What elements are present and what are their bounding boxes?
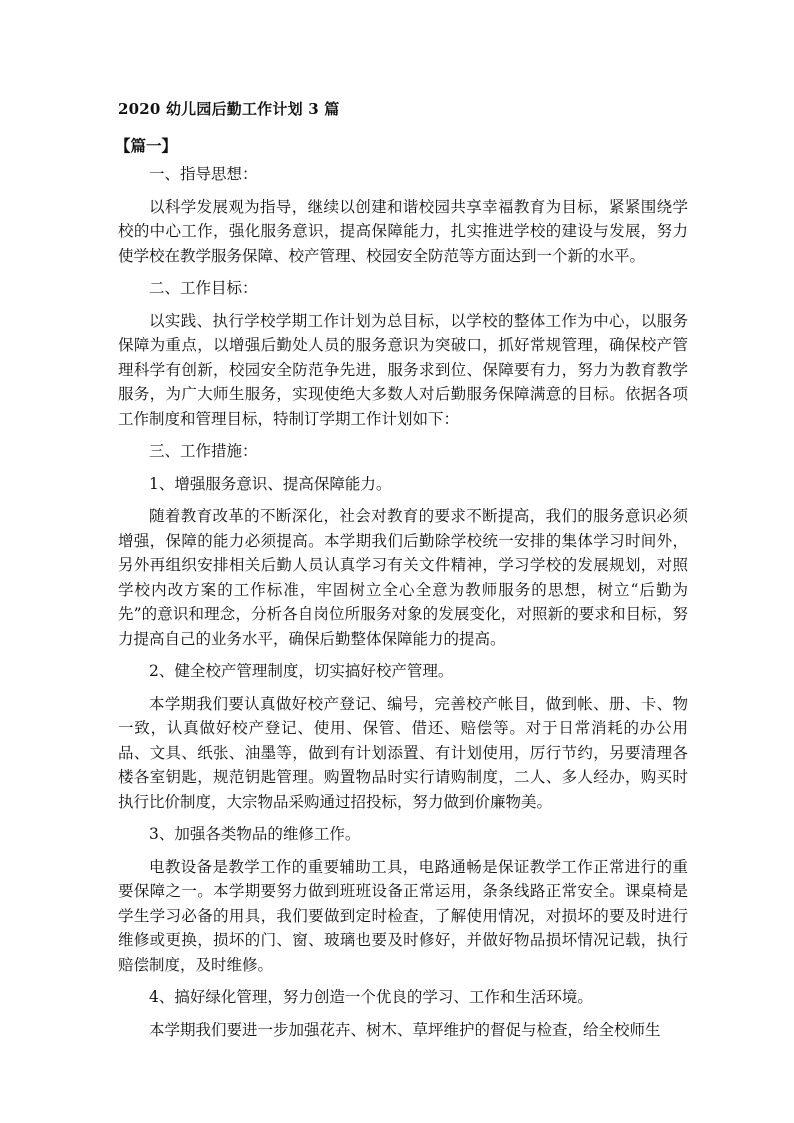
section-heading: 一、指导思想： bbox=[149, 165, 258, 183]
paragraph: 本学期我们要认真做好校产登记、编号，完善校产帐目，做到帐、册、卡、物一致，认真做好校产登记、使用、保管、借还、赔偿等。对于日常消耗的办公用品、文具、纸张、油墨等，做到有计划添置、有计划使用，厉行节约，另要清理各楼各室钥匙，规范钥匙管理。购置物品时实行请购制度，二人、多人经办，购买时执行比价制度，大宗物品采购通过招投标，努力做到价廉物美。 bbox=[118, 694, 688, 811]
section-heading: 3、加强各类物品的维修工作。 bbox=[149, 825, 361, 843]
paragraph: 以实践、执行学校学期工作计划为总目标，以学校的整体工作为中心，以服务保障为重点，以增强后勤处人员的服务意识为突破口，抓好常规管理，确保校产管理科学有创新，校园安全防范争先进，服务求到位、保障要有力，努力为教育教学服务，为广大师生服务，实现使绝大多数人对后勤服务保障满意的目标。依据各项工作制度和管理目标，特制订学期工作计划如下： bbox=[118, 311, 688, 428]
section-heading: 4、搞好绿化管理，努力创造一个优良的学习、工作和生活环境。 bbox=[149, 988, 593, 1006]
document-body bbox=[118, 162, 688, 1050]
section-heading: 2、健全校产管理制度，切实搞好校产管理。 bbox=[149, 662, 454, 680]
section-heading: 三、工作措施： bbox=[149, 442, 258, 460]
document-title: 2020 幼儿园后勤工作计划 3 篇 bbox=[118, 100, 340, 118]
paragraph: 以科学发展观为指导，继续以创建和谐校园共享幸福教育为目标，紧紧围绕学校的中心工作，强化服务意识，提高保障能力，扎实推进学校的建设与发展，努力使学校在教学服务保障、校产管理、校园安全防范等方面达到一个新的水平。 bbox=[118, 197, 688, 265]
section-title: 【篇一】 bbox=[115, 136, 178, 155]
section-heading: 1、增强服务意识、提高保障能力。 bbox=[149, 474, 392, 493]
paragraph: 随着教育改革的不断深化，社会对教育的要求不断提高，我们的服务意识必须增强，保障的能力必须提高。本学期我们后勤除学校统一安排的集体学习时间外，另外再组织安排相关后勤人员认真学习有关文件精神，学习学校的发展规划，对照学校内改方案的工作标准，牢固树立全心全意为教师服务的思想，树立“后勤为先”的意识和理念，分析各自岗位所服务对象的发展变化，对照新的要求和目标，努力提高自己的业务水平，确保后勤整体保障能力的提高。 bbox=[118, 507, 688, 648]
paragraph: 本学期我们要进一步加强花卉、树木、草坪维护的督促与检查，给全校师生 bbox=[149, 1020, 661, 1039]
section-heading: 二、工作目标： bbox=[149, 279, 258, 297]
paragraph: 电教设备是教学工作的重要辅助工具，电路通畅是保证教学工作正常进行的重要保障之一。本学期要努力做到班班设备正常运用，条条线路正常安全。课桌椅是学生学习必备的用具，我们要做到定时检查，了解使用情况，对损坏的要及时进行维修或更换，损坏的门、窗、玻璃也要及时修好，并做好物品损坏情况记载，执行赔偿制度，及时维修。 bbox=[118, 857, 688, 974]
